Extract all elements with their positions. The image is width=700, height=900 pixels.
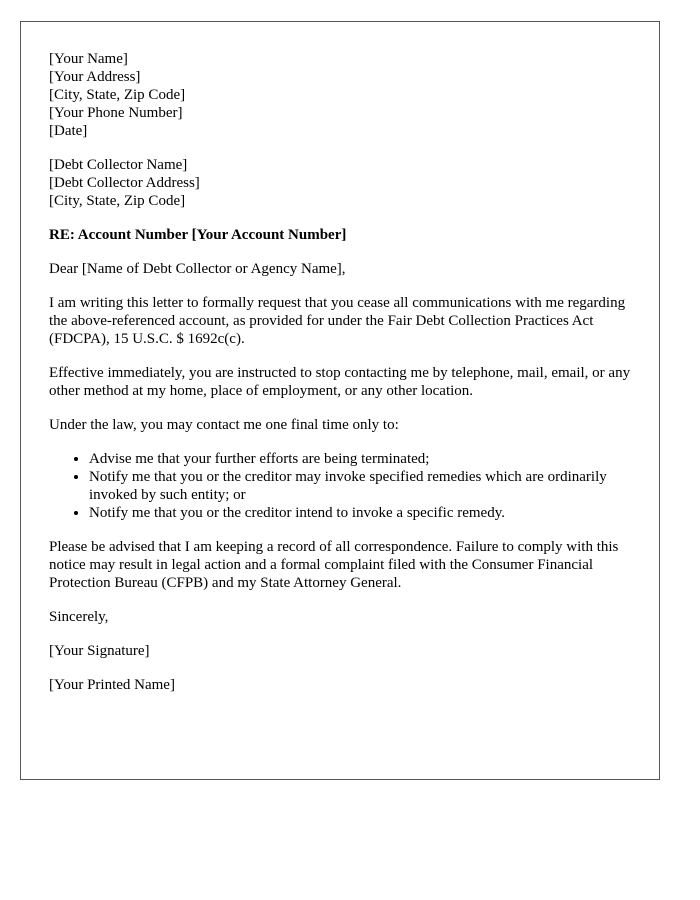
list-item: • Advise me that your further efforts are being terminated; (89, 450, 631, 468)
recipient-address-block (49, 156, 631, 210)
recipient-city-state-zip: [City, State, Zip Code] (49, 193, 186, 209)
sender-city-state-zip: [City, State, Zip Code] (49, 87, 186, 103)
valediction: Sincerely, (49, 609, 109, 625)
list-item: • Notify me that you or the creditor may invoke specified remedies which are ordinarily invoked by such entity; or (89, 468, 631, 504)
recipient-address: [Debt Collector Address] (49, 175, 200, 191)
printed-name: [Your Printed Name] (49, 677, 175, 693)
sender-phone: [Your Phone Number] (49, 105, 183, 121)
warning-paragraph: Please be advised that I am keeping a record of all correspondence. Failure to comply with this notice may result in legal action and a formal complaint filed with the Consumer Financial Protection Bureau (CFPB) and my State Attorney General. (49, 539, 619, 591)
subject-line: RE: Account Number [Your Account Number] (49, 227, 347, 243)
signature-placeholder: [Your Signature] (49, 643, 150, 659)
letter-date: [Date] (49, 123, 88, 139)
remedies-list (49, 450, 631, 522)
sender-name: [Your Name] (49, 51, 128, 67)
salutation: Dear [Name of Debt Collector or Agency Name], (49, 261, 346, 277)
recipient-name: [Debt Collector Name] (49, 157, 188, 173)
intro-paragraph: I am writing this letter to formally request that you cease all communications with me regarding the above-referenced account, as provided for under the Fair Debt Collection Practices Act (FDCPA), 15 U.S.C. $ 1692c(c). (49, 295, 626, 347)
sender-address: [Your Address] (49, 69, 141, 85)
letter-page (20, 21, 660, 780)
sender-address-block (49, 50, 631, 140)
list-item: • Notify me that you or the creditor intend to invoke a specific remedy. (89, 504, 631, 522)
law-intro-paragraph: Under the law, you may contact me one final time only to: (49, 417, 399, 433)
instruction-paragraph: Effective immediately, you are instructed to stop contacting me by telephone, mail, email, or any other method at my home, place of employment, or any other location. (49, 365, 631, 399)
